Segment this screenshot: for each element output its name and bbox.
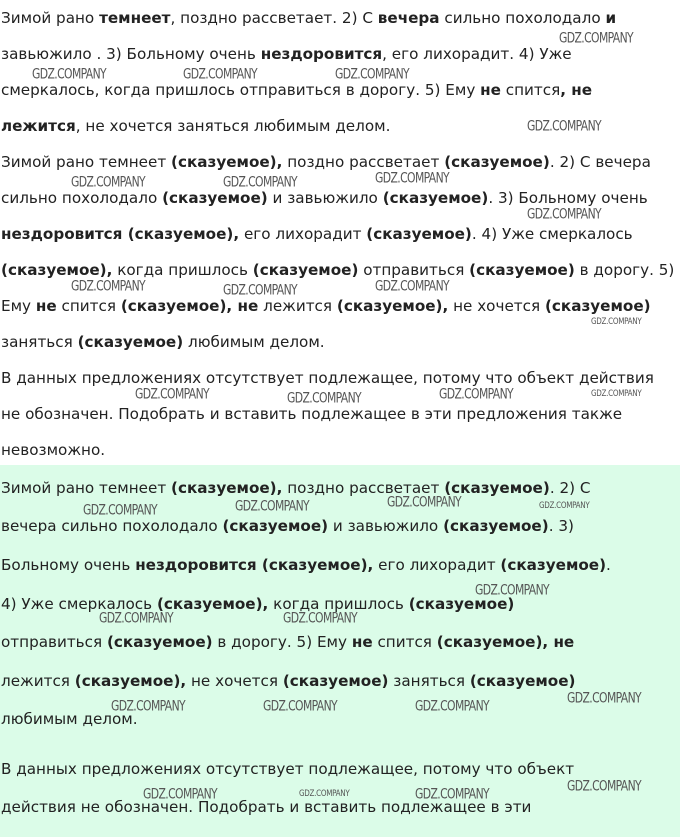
- text-run: и завьюжило: [328, 517, 444, 535]
- text-run: его лихорадит: [239, 225, 367, 243]
- watermark: GDZ.COMPANY: [223, 282, 298, 299]
- watermark: GDZ.COMPANY: [299, 788, 350, 799]
- explanation: [0, 357, 680, 465]
- bold-run: нездоровится: [1, 225, 128, 243]
- text-line: [1, 478, 591, 498]
- watermark: GDZ.COMPANY: [567, 778, 642, 795]
- watermark: GDZ.COMPANY: [539, 500, 590, 511]
- bold-run: (сказуемое),: [127, 225, 240, 243]
- text-line: [1, 594, 514, 614]
- text-line: [1, 44, 572, 64]
- watermark: GDZ.COMPANY: [439, 386, 514, 403]
- bold-run: (сказуемое): [382, 189, 489, 207]
- watermark: GDZ.COMPANY: [32, 66, 107, 83]
- bold-run: (сказуемое): [408, 595, 515, 613]
- text-run: В данных предложениях отсутствует подлежащее, потому что объект действия: [1, 369, 654, 387]
- watermark: GDZ.COMPANY: [387, 494, 462, 511]
- text-run: Больному очень: [1, 556, 136, 574]
- text-line: [1, 404, 622, 424]
- text-run: вечера сильно похолодало: [1, 517, 223, 535]
- watermark: GDZ.COMPANY: [135, 386, 210, 403]
- watermark: GDZ.COMPANY: [263, 698, 338, 715]
- text-run: любимым делом.: [1, 710, 138, 728]
- text-run: . 2) С: [549, 479, 591, 497]
- bold-run: , не: [560, 81, 593, 99]
- text-run: спится: [372, 633, 437, 651]
- watermark: GDZ.COMPANY: [283, 610, 358, 627]
- text-run: смеркалось, когда пришлось отправиться в дорогу. 5) Ему: [1, 81, 481, 99]
- text-line: [1, 260, 674, 280]
- text-run: завьюжило . 3) Больному очень: [1, 45, 261, 63]
- text-run: , не хочется заняться любимым делом.: [75, 117, 391, 135]
- bold-run: нездоровится: [260, 45, 383, 63]
- text-run: не хочется: [448, 297, 545, 315]
- text-run: действия не обозначен. Подобрать и вставить подлежащее в эти: [1, 798, 532, 816]
- text-line: [1, 8, 616, 28]
- text-run: сильно похолодало: [1, 189, 163, 207]
- watermark: GDZ.COMPANY: [375, 278, 450, 295]
- text-run: Зимой рано темнеет: [1, 479, 171, 497]
- text-run: Ему: [1, 297, 36, 315]
- bold-run: и: [605, 9, 617, 27]
- watermark: GDZ.COMPANY: [559, 30, 634, 47]
- text-line: [1, 759, 574, 779]
- bold-run: темнеет: [99, 9, 171, 27]
- watermark: GDZ.COMPANY: [71, 174, 146, 191]
- text-line: [1, 80, 592, 100]
- predicate-answer: [0, 142, 680, 357]
- watermark: GDZ.COMPANY: [527, 206, 602, 223]
- text-run: сильно похолодало: [439, 9, 606, 27]
- bold-run: (сказуемое): [282, 672, 389, 690]
- text-run: В данных предложениях отсутствует подлежащее, потому что объект: [1, 760, 575, 778]
- text-line: [1, 797, 531, 817]
- text-line: [1, 440, 105, 460]
- bold-run: (сказуемое),: [156, 595, 269, 613]
- text-run: . 4) Уже смеркалось: [471, 225, 633, 243]
- text-run: спится: [500, 81, 561, 99]
- bold-run: (сказуемое),: [336, 297, 449, 315]
- text-run: . 3) Больному очень: [488, 189, 648, 207]
- text-line: [1, 709, 138, 729]
- watermark: GDZ.COMPANY: [375, 170, 450, 187]
- bold-run: (сказуемое),: [171, 479, 283, 497]
- bold-run: (сказуемое): [469, 672, 576, 690]
- watermark: GDZ.COMPANY: [287, 390, 362, 407]
- bold-run: (сказуемое): [444, 479, 550, 497]
- bold-run: не: [480, 81, 501, 99]
- text-run: когда пришлось: [268, 595, 409, 613]
- bold-run: не: [35, 297, 57, 315]
- watermark: GDZ.COMPANY: [143, 786, 218, 803]
- original-sentences: [0, 0, 680, 142]
- text-line: [1, 224, 633, 244]
- text-run: Зимой рано темнеет: [1, 153, 171, 171]
- text-line: [1, 632, 574, 652]
- text-run: его лихорадит: [373, 556, 501, 574]
- bold-run: (сказуемое): [77, 333, 184, 351]
- watermark: GDZ.COMPANY: [183, 66, 258, 83]
- text-line: [1, 671, 575, 691]
- text-run: , его лихорадит. 4) Уже: [382, 45, 572, 63]
- highlighted-answer: [0, 465, 680, 741]
- text-run: и завьюжило: [267, 189, 383, 207]
- bold-run: (сказуемое): [106, 633, 213, 651]
- text-run: отправиться: [358, 261, 470, 279]
- text-run: поздно рассветает: [282, 153, 445, 171]
- text-run: , поздно рассветает. 2) С: [170, 9, 378, 27]
- bold-run: (сказуемое),: [171, 153, 283, 171]
- text-run: спится: [56, 297, 121, 315]
- text-line: [1, 188, 648, 208]
- text-line: [1, 516, 574, 536]
- text-run: . 2) С вечера: [549, 153, 651, 171]
- text-run: когда пришлось: [112, 261, 253, 279]
- text-run: .: [606, 556, 611, 574]
- watermark: GDZ.COMPANY: [111, 698, 186, 715]
- bold-run: (сказуемое): [444, 153, 550, 171]
- text-run: заняться: [1, 333, 78, 351]
- text-run: в дорогу. 5) Ему: [212, 633, 352, 651]
- text-run: лежится: [1, 672, 75, 690]
- text-run: заняться: [388, 672, 470, 690]
- watermark: GDZ.COMPANY: [475, 582, 550, 599]
- text-run: не хочется: [186, 672, 283, 690]
- text-line: [1, 296, 651, 316]
- text-run: отправиться: [1, 633, 107, 651]
- text-line: [1, 116, 390, 136]
- highlighted-explanation: [0, 741, 680, 837]
- watermark: GDZ.COMPANY: [99, 610, 174, 627]
- text-run: Зимой рано: [1, 9, 100, 27]
- text-run: лежится: [258, 297, 337, 315]
- bold-run: (сказуемое): [544, 297, 651, 315]
- text-run: не обозначен. Подобрать и вставить подлежащее в эти предложения также: [1, 405, 623, 423]
- bold-run: (сказуемое): [500, 556, 607, 574]
- bold-run: (сказуемое), не: [436, 633, 575, 651]
- text-run: поздно рассветает: [282, 479, 445, 497]
- watermark: GDZ.COMPANY: [235, 498, 310, 515]
- watermark: GDZ.COMPANY: [223, 174, 298, 191]
- bold-run: (сказуемое),: [1, 261, 113, 279]
- watermark: GDZ.COMPANY: [527, 118, 602, 135]
- bold-run: (сказуемое), не: [120, 297, 259, 315]
- text-line: [1, 555, 611, 575]
- watermark: GDZ.COMPANY: [591, 316, 642, 327]
- bold-run: вечера: [377, 9, 440, 27]
- watermark: GDZ.COMPANY: [567, 690, 642, 707]
- bold-run: лежится: [1, 117, 76, 135]
- watermark: GDZ.COMPANY: [591, 388, 642, 399]
- watermark: GDZ.COMPANY: [415, 698, 490, 715]
- text-run: . 3): [548, 517, 574, 535]
- text-line: [1, 152, 651, 172]
- watermark: GDZ.COMPANY: [415, 786, 490, 803]
- bold-run: (сказуемое): [222, 517, 329, 535]
- watermark: GDZ.COMPANY: [83, 502, 158, 519]
- text-line: [1, 368, 654, 388]
- text-run: 4) Уже смеркалось: [1, 595, 157, 613]
- text-line: [1, 332, 325, 352]
- text-run: в дорогу. 5): [574, 261, 675, 279]
- watermark: GDZ.COMPANY: [335, 66, 410, 83]
- bold-run: нездоровится (сказуемое),: [135, 556, 374, 574]
- bold-run: (сказуемое): [469, 261, 575, 279]
- bold-run: (сказуемое): [162, 189, 268, 207]
- text-run: любимым делом.: [183, 333, 325, 351]
- bold-run: (сказуемое): [252, 261, 359, 279]
- watermark: GDZ.COMPANY: [71, 278, 146, 295]
- bold-run: (сказуемое),: [74, 672, 187, 690]
- bold-run: (сказуемое): [443, 517, 549, 535]
- bold-run: не: [351, 633, 373, 651]
- text-run: невозможно.: [1, 441, 106, 459]
- bold-run: (сказуемое): [366, 225, 472, 243]
